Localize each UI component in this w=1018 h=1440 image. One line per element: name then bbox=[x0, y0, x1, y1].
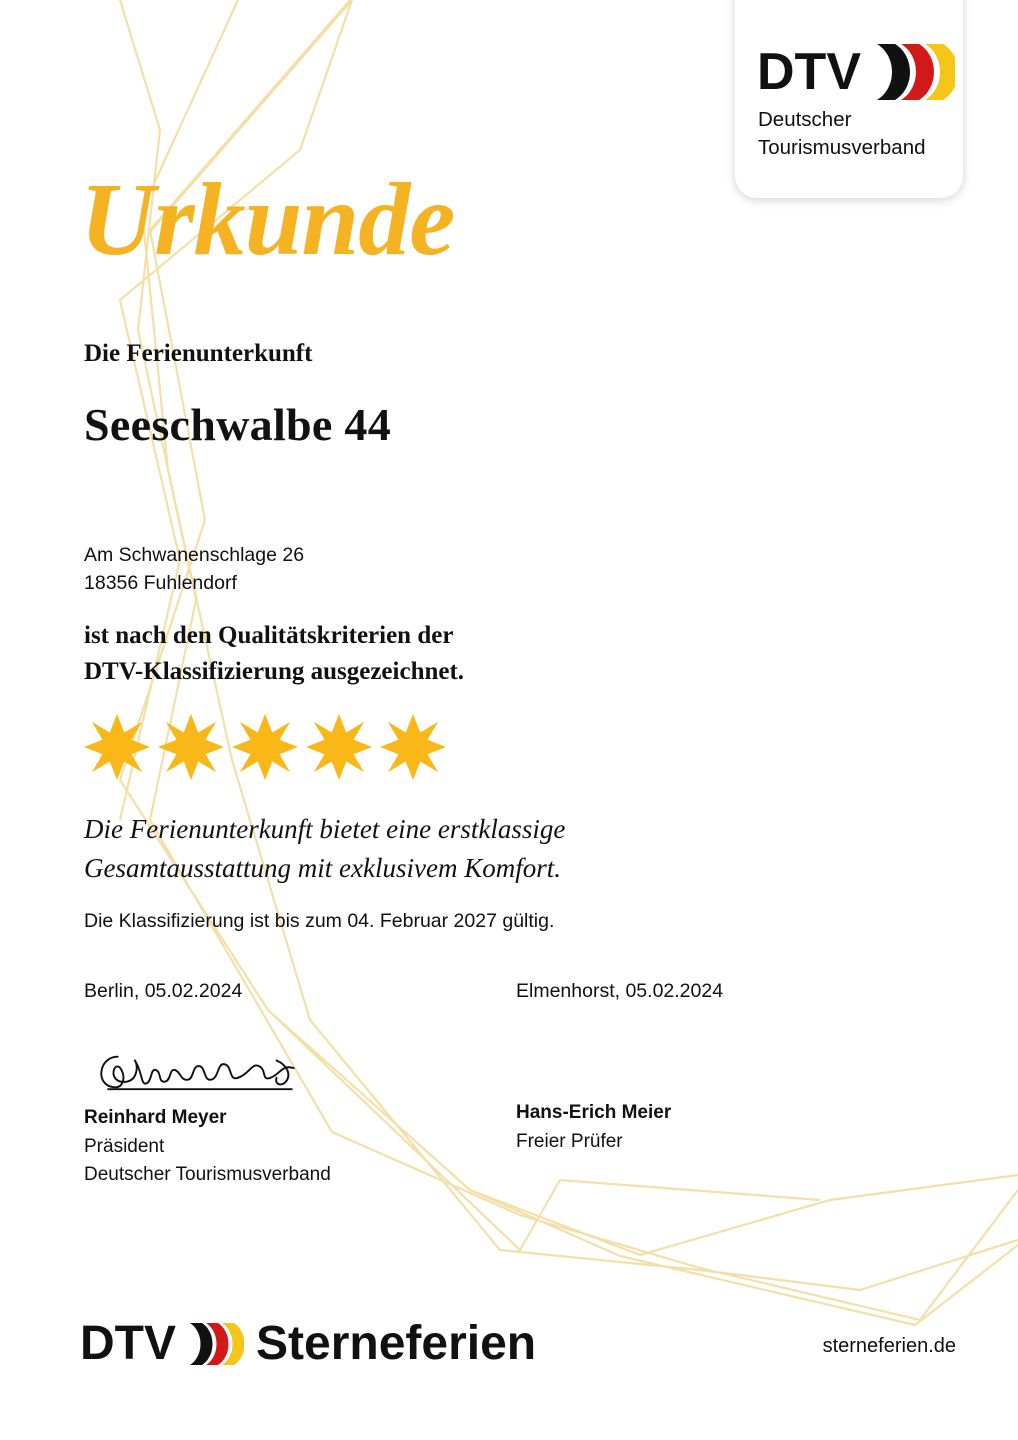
signature-block-left bbox=[84, 980, 464, 1190]
dtv-subtitle bbox=[758, 106, 926, 161]
dtv-wordmark: DTV bbox=[757, 43, 861, 101]
signature-place-date-left: Berlin, 05.02.2024 bbox=[84, 980, 243, 1002]
signature-role-right: Freier Prüfer bbox=[516, 1130, 623, 1152]
validity-text: Die Klassifizierung ist bis zum 04. Februar 2027 gültig. bbox=[84, 910, 555, 932]
footer-sterneferien-wordmark: Sterneferien bbox=[256, 1317, 537, 1370]
signature-space-right bbox=[516, 1049, 896, 1099]
signature-name-left: Reinhard Meyer bbox=[84, 1107, 227, 1128]
footer-url: sterneferien.de bbox=[822, 1335, 956, 1357]
star-rating bbox=[84, 714, 446, 780]
dtv-subtitle-line2: Tourismusverband bbox=[758, 135, 926, 159]
signature-name-right: Hans-Erich Meier bbox=[516, 1102, 672, 1123]
star-icon bbox=[232, 714, 298, 780]
statement-line-2: DTV-Klassifizierung ausgezeichnet. bbox=[84, 657, 465, 685]
dtv-logo-row bbox=[757, 42, 955, 102]
dtv-logo-badge bbox=[735, 0, 963, 198]
page-title: Urkunde bbox=[80, 162, 455, 277]
footer-brand-logo bbox=[80, 1317, 537, 1370]
star-icon bbox=[380, 714, 446, 780]
star-icon bbox=[158, 714, 224, 780]
intro-line: Die Ferienunterkunft bbox=[84, 340, 313, 367]
dtv-chevrons-icon bbox=[875, 42, 955, 102]
dtv-subtitle-line1: Deutscher bbox=[758, 108, 852, 131]
signature-role-left: Präsident bbox=[84, 1135, 165, 1157]
object-name: Seeschwalbe 44 bbox=[84, 399, 392, 450]
handwritten-signature-icon bbox=[84, 1049, 314, 1093]
statement-block bbox=[84, 618, 464, 689]
quality-description bbox=[84, 810, 565, 888]
statement-line-1: ist nach den Qualitätskriterien der bbox=[84, 622, 454, 649]
address-city: 18356 Fuhlendorf bbox=[84, 571, 237, 594]
star-icon bbox=[306, 714, 372, 780]
signature-org-left: Deutscher Tourismusverband bbox=[84, 1164, 331, 1185]
address-street: Am Schwanenschlage 26 bbox=[84, 544, 305, 566]
signature-block-right bbox=[516, 980, 896, 1156]
footer-chevrons-icon bbox=[188, 1321, 244, 1367]
quality-line-1: Die Ferienunterkunft bietet eine erstklassige bbox=[84, 814, 566, 844]
address-block bbox=[84, 542, 304, 597]
quality-line-2: Gesamtausstattung mit exklusivem Komfort. bbox=[84, 853, 561, 884]
signature-place-date-right: Elmenhorst, 05.02.2024 bbox=[516, 980, 724, 1002]
footer-dtv-wordmark: DTV bbox=[80, 1317, 176, 1370]
star-icon bbox=[84, 714, 150, 780]
